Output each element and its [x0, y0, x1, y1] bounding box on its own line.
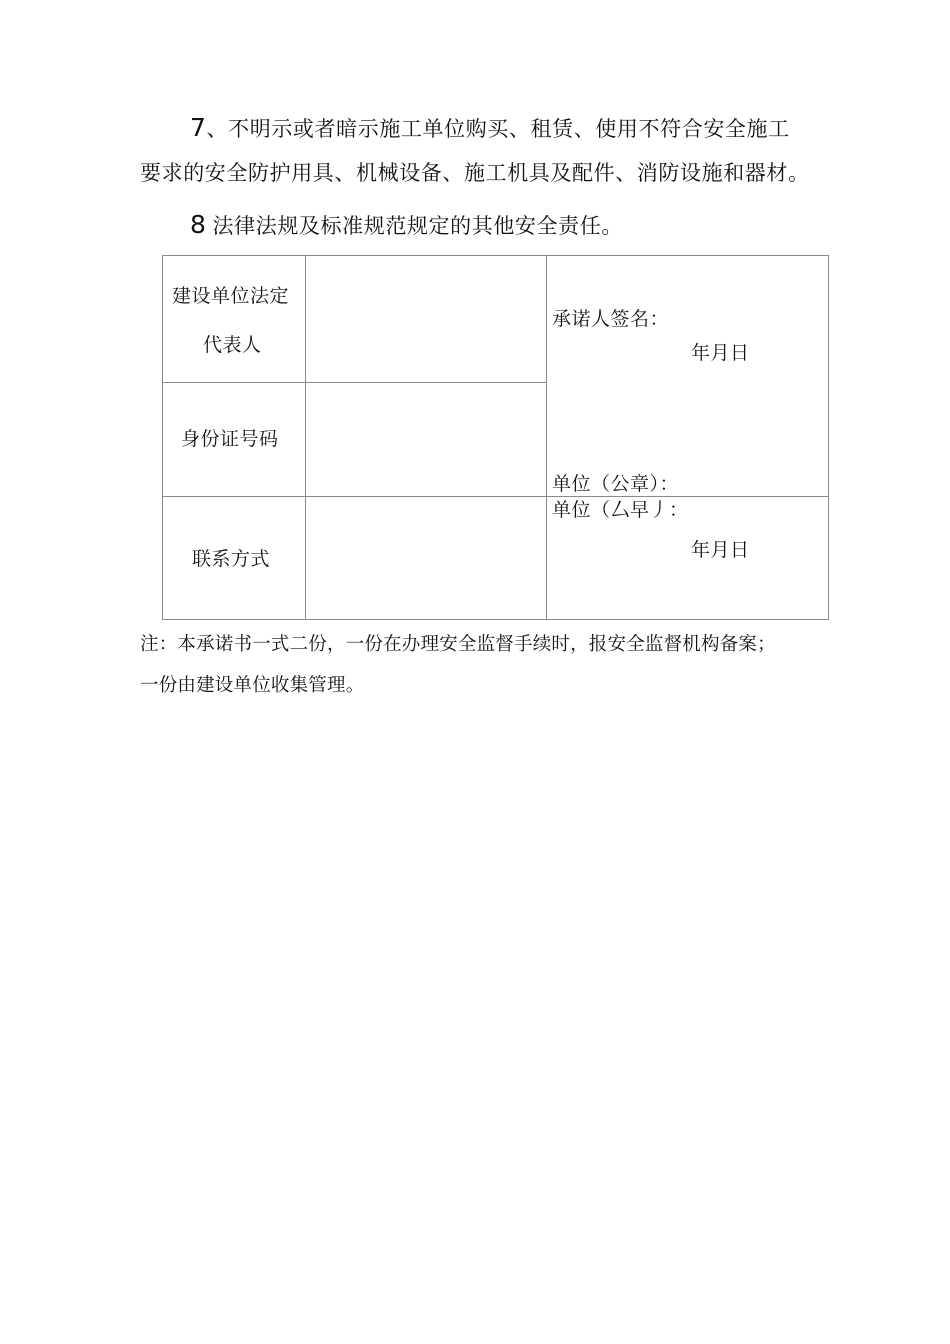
item-7-number: 7 — [190, 113, 207, 142]
unit-seal-label-2: 单位（厶早丿： — [552, 499, 689, 521]
note-line-1: 注：本承诺书一式二份，一份在办理安全监督手续时，报安全监督机构备案； — [140, 634, 776, 655]
row-divider-2 — [163, 496, 828, 497]
signature-label: 承诺人签名： — [552, 308, 670, 330]
item-8-number: 8 — [190, 210, 207, 239]
column-divider-2 — [546, 256, 547, 619]
row-divider-1 — [163, 382, 546, 383]
item-7-line-1 — [190, 115, 790, 140]
contact-label: 联系方式 — [192, 548, 271, 570]
item-7-line-2: 要求的安全防护用具、机械设备、施工机具及配件、消防设施和器材。 — [140, 161, 810, 185]
id-number-label: 身份证号码 — [181, 428, 279, 450]
column-divider-1 — [305, 256, 306, 619]
commitment-form-table — [162, 255, 829, 620]
item-8-line — [190, 212, 623, 237]
note-line-2: 一份由建设单位收集管理。 — [140, 675, 365, 696]
item-8-text: 法律法规及标准规范规定的其他安全责任。 — [212, 214, 623, 238]
unit-seal-label-1: 单位（公章）： — [552, 473, 680, 495]
signature-date: 年月日 — [691, 342, 750, 364]
item-7-text-line-1: 、不明示或者暗示施工单位购买、租赁、使用不符合安全施工 — [206, 117, 790, 141]
legal-rep-label-line-1: 建设单位法定 — [172, 285, 290, 307]
legal-rep-label-line-2: 代表人 — [203, 334, 262, 356]
seal-date: 年月日 — [691, 539, 750, 561]
